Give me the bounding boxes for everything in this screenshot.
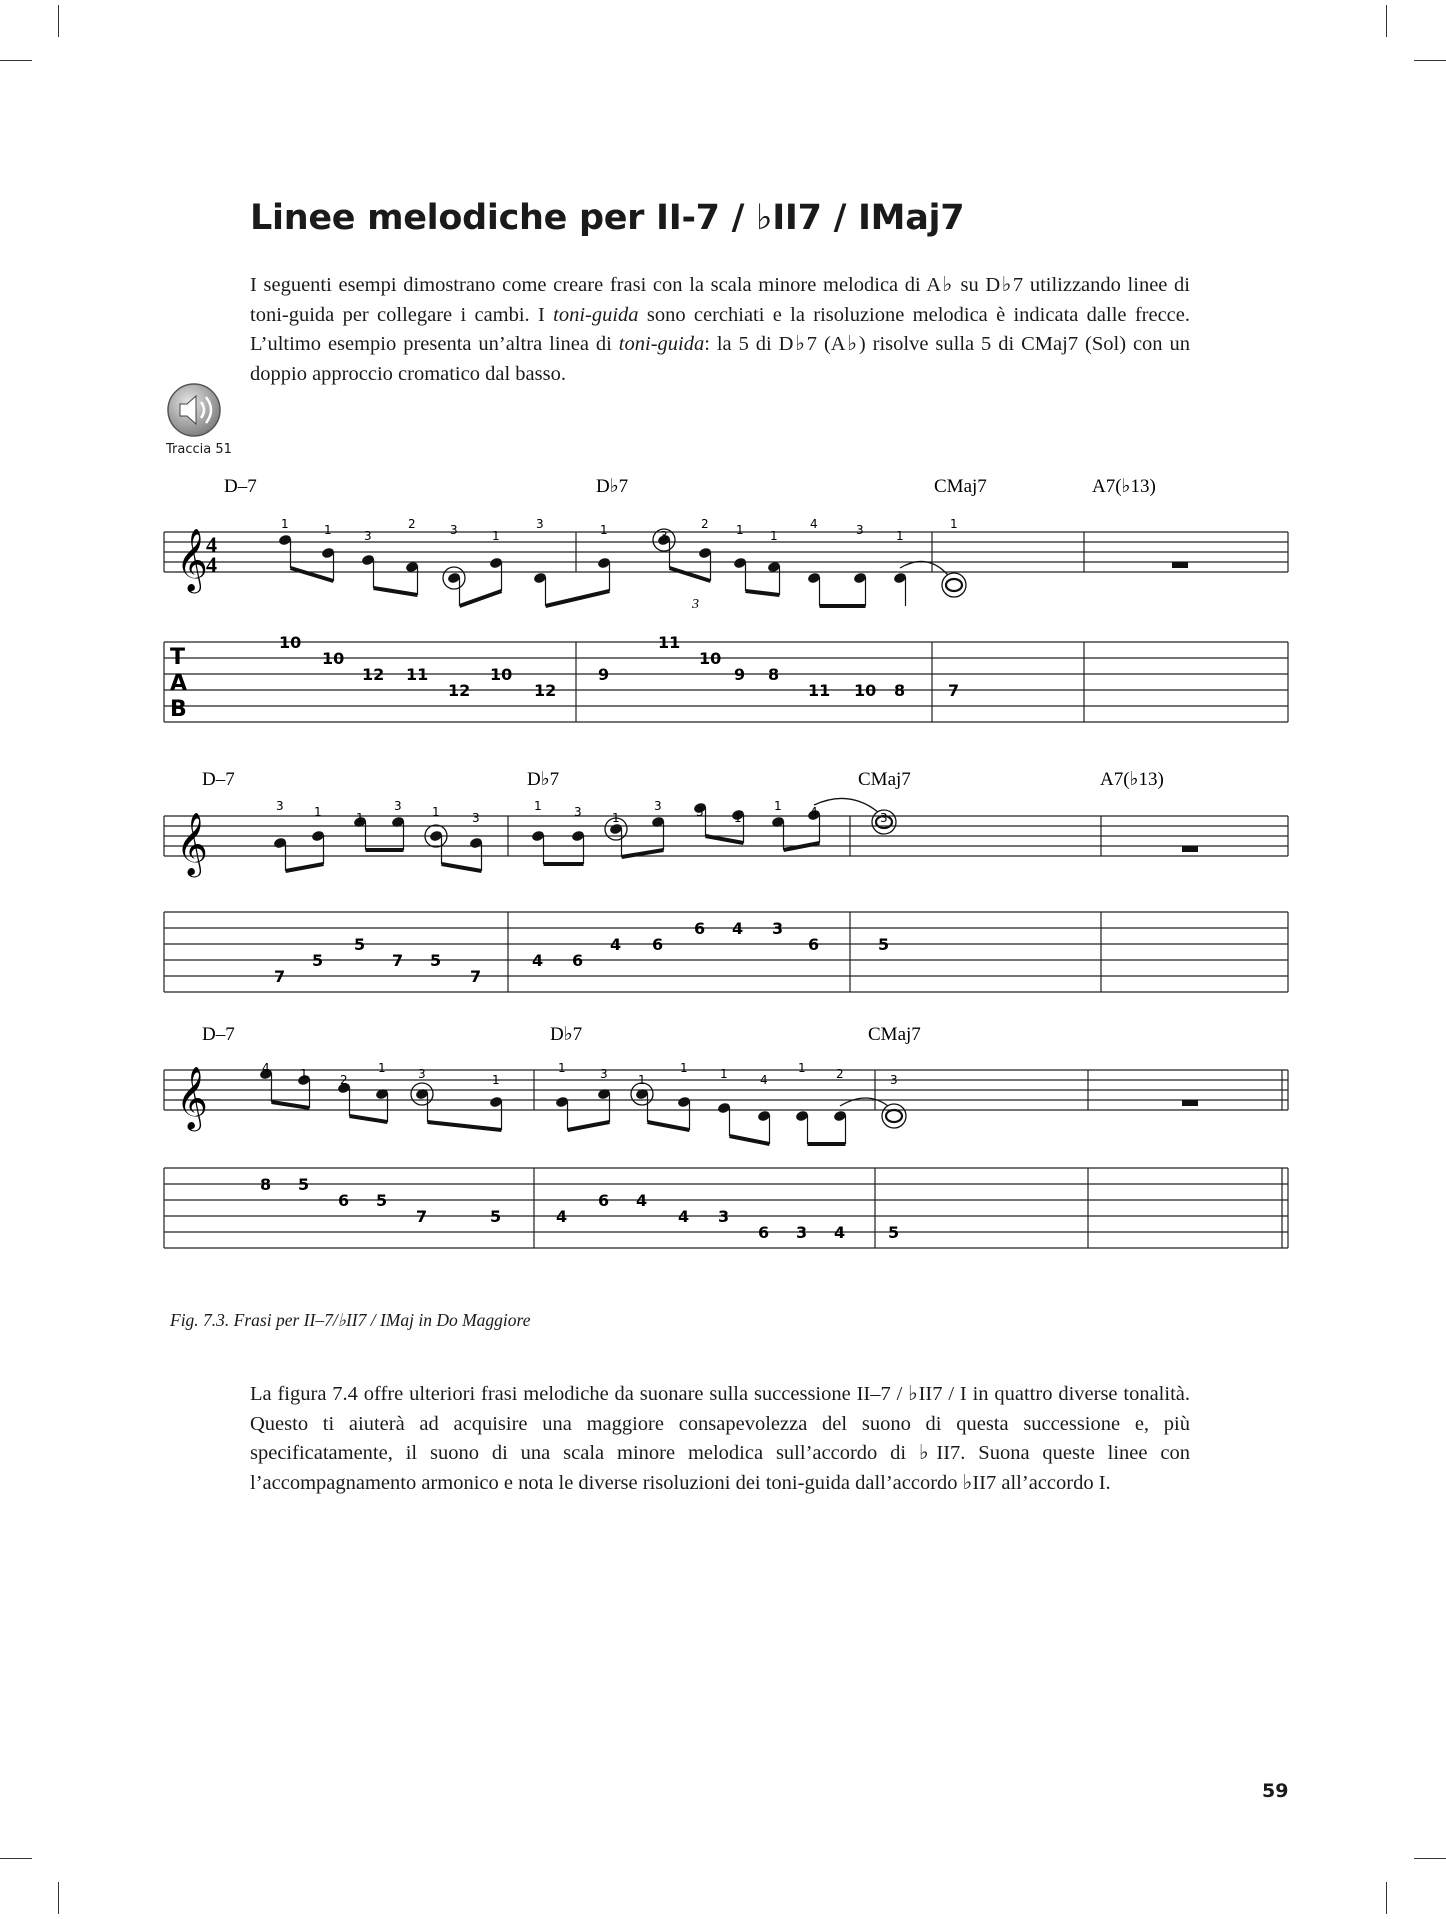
beam [442, 864, 482, 871]
fingering-number: 2 [836, 1067, 844, 1081]
beam [460, 591, 502, 606]
beam [291, 568, 334, 581]
intro-paragraph: I seguenti esempi dimostrano come creare frasi con la scala minore melodica di A♭ su D♭7 utilizzando linee di toni-guida per collegare i cambi. I toni-guida sono cerchiati e la risoluzione melodica è indicata dalle frecce. L’ultimo esempio presenta un’altra linea di toni-guida: la 5 di D♭7 (A♭) risolve sulla 5 di CMaj7 (Sol) con un doppio approccio cromatico dal basso. [250, 274, 1191, 385]
chord-symbol: D♭7 [550, 1024, 583, 1045]
fingering-number: 3 [890, 1073, 898, 1087]
tab-fret-number: 12 [448, 681, 471, 700]
fingering-number: 3 [364, 529, 372, 543]
tab-fret-number: 6 [652, 935, 664, 954]
tab-fret-number: 4 [532, 951, 544, 970]
fingering-number: 1 [378, 1061, 386, 1075]
chord-symbol: CMaj7 [858, 769, 911, 790]
fingering-number: 1 [534, 799, 542, 813]
beam [706, 836, 744, 843]
whole-rest [1182, 1100, 1198, 1106]
tab-fret-number: 10 [854, 681, 877, 700]
tab-fret-number: 3 [796, 1223, 808, 1242]
chord-symbol: CMaj7 [934, 476, 987, 497]
tab-fret-number: 11 [406, 665, 429, 684]
fingering-number: 3 [856, 523, 864, 537]
tab-fret-number: 7 [948, 681, 960, 700]
chord-symbol: CMaj7 [868, 1024, 921, 1045]
tab-fret-number: 8 [260, 1175, 272, 1194]
beam [730, 1136, 770, 1144]
tab-fret-number: 6 [338, 1191, 350, 1210]
beam [568, 1122, 610, 1130]
time-signature-top: 4 [206, 532, 217, 557]
beam [648, 1122, 690, 1130]
chord-symbol: D–7 [202, 1024, 235, 1045]
tab-fret-number: 5 [490, 1207, 502, 1226]
fingering-number: 1 [324, 523, 332, 537]
fingering-number: 3 [450, 523, 458, 537]
beam [428, 1122, 502, 1130]
fingering-number: 4 [810, 517, 818, 531]
fingering-number: 1 [720, 1067, 728, 1081]
tab-fret-number: 4 [636, 1191, 648, 1210]
page-number: 59 [1262, 1780, 1289, 1802]
figure-caption: Fig. 7.3. Frasi per II–7/♭II7 / IMaj in Do Maggiore [170, 1310, 531, 1330]
fingering-number: 4 [262, 1061, 270, 1075]
resolution-arrow [900, 561, 948, 575]
tab-fret-number: 10 [322, 649, 345, 668]
tab-fret-number: 5 [298, 1175, 310, 1194]
resolution-arrow [814, 798, 878, 812]
tab-fret-number: 4 [556, 1207, 568, 1226]
treble-clef: 𝄞 [176, 1068, 208, 1128]
fingering-number: 1 [774, 799, 782, 813]
whole-rest [1182, 846, 1198, 852]
tuplet-number: 3 [692, 597, 699, 612]
resolution-arrow [840, 1098, 888, 1106]
beam [374, 588, 418, 595]
chord-symbol: D–7 [224, 476, 257, 497]
fingering-number: 1 [736, 523, 744, 537]
fingering-number: 1 [314, 805, 322, 819]
fingering-number: 3 [600, 1067, 608, 1081]
tab-fret-number: 6 [572, 951, 584, 970]
tab-header: A [170, 671, 188, 696]
tab-fret-number: 3 [772, 919, 784, 938]
tab-fret-number: 12 [534, 681, 557, 700]
fingering-number: 1 [356, 811, 364, 825]
fingering-number: 3 [654, 799, 662, 813]
fingering-number: 3 [472, 811, 480, 825]
tab-fret-number: 10 [490, 665, 513, 684]
fingering-number: 1 [734, 811, 742, 825]
tab-fret-number: 4 [732, 919, 744, 938]
fingering-number: 1 [770, 529, 778, 543]
tab-fret-number: 7 [274, 967, 286, 986]
tab-fret-number: 6 [808, 935, 820, 954]
page-title: Linee melodiche per II-7 / ♭II7 / IMaj7 [250, 198, 965, 238]
tab-fret-number: 5 [888, 1223, 900, 1242]
tab-fret-number: 11 [808, 681, 831, 700]
fingering-number: 1 [896, 529, 904, 543]
fingering-number: 1 [950, 517, 958, 531]
fingering-number: 3 [276, 799, 284, 813]
tab-fret-number: 3 [718, 1207, 730, 1226]
fingering-number: 3 [574, 805, 582, 819]
fingering-number: 1 [300, 1067, 308, 1081]
tab-fret-number: 5 [376, 1191, 388, 1210]
tab-header: B [170, 697, 187, 722]
fingering-number: 2 [408, 517, 416, 531]
tab-fret-number: 5 [354, 935, 366, 954]
treble-clef: 𝄞 [176, 814, 208, 874]
time-signature-bottom: 4 [206, 552, 217, 577]
beam [746, 591, 780, 595]
fingering-number: 1 [612, 811, 620, 825]
chord-symbol: A7(♭13) [1092, 476, 1156, 497]
treble-clef: 𝄞 [176, 530, 208, 590]
beam [350, 1116, 388, 1122]
chord-symbol: D♭7 [527, 769, 560, 790]
fingering-number: 3 [536, 517, 544, 531]
whole-note [886, 1110, 902, 1122]
tab-fret-number: 7 [470, 967, 482, 986]
beam [286, 864, 324, 871]
beam [546, 591, 610, 606]
tab-fret-number: 6 [598, 1191, 610, 1210]
chord-symbol: D–7 [202, 769, 235, 790]
tab-fret-number: 8 [768, 665, 780, 684]
chord-symbol: D♭7 [596, 476, 629, 497]
fingering-number: 4 [810, 805, 818, 819]
fingering-number: 3 [418, 1067, 426, 1081]
fingering-number: 3 [696, 805, 704, 819]
beam [670, 568, 711, 581]
tab-fret-number: 9 [598, 665, 610, 684]
tab-fret-number: 5 [312, 951, 324, 970]
tab-fret-number: 7 [392, 951, 404, 970]
tab-fret-number: 4 [610, 935, 622, 954]
fingering-number: 3 [660, 529, 668, 543]
tab-fret-number: 9 [734, 665, 746, 684]
tab-fret-number: 4 [834, 1223, 846, 1242]
fingering-number: 1 [680, 1061, 688, 1075]
fingering-number: 3 [880, 811, 888, 825]
tab-fret-number: 7 [416, 1207, 428, 1226]
fingering-number: 1 [281, 517, 289, 531]
tab-fret-number: 12 [362, 665, 385, 684]
fingering-number: 3 [394, 799, 402, 813]
whole-rest [1172, 562, 1188, 568]
tab-fret-number: 5 [878, 935, 890, 954]
tab-fret-number: 5 [430, 951, 442, 970]
fingering-number: 1 [600, 523, 608, 537]
track-label: Traccia 51 [166, 442, 232, 457]
fingering-number: 1 [492, 1073, 500, 1087]
tab-fret-number: 10 [699, 649, 722, 668]
whole-note [946, 579, 962, 591]
tab-fret-number: 6 [758, 1223, 770, 1242]
fingering-number: 1 [432, 805, 440, 819]
fingering-number: 1 [558, 1061, 566, 1075]
fingering-number: 1 [638, 1073, 646, 1087]
tab-fret-number: 10 [279, 633, 302, 652]
fingering-number: 2 [340, 1073, 348, 1087]
tab-fret-number: 6 [694, 919, 706, 938]
fingering-number: 1 [492, 529, 500, 543]
tab-fret-number: 4 [678, 1207, 690, 1226]
fingering-number: 4 [760, 1073, 768, 1087]
tab-fret-number: 8 [894, 681, 906, 700]
tab-header: T [170, 645, 186, 670]
tab-fret-number: 11 [658, 633, 681, 652]
chord-symbol: A7(♭13) [1100, 769, 1164, 790]
fingering-number: 1 [798, 1061, 806, 1075]
outro-paragraph: La figura 7.4 offre ulteriori frasi melodiche da suonare sulla successione II–7 / ♭II7 / I in quattro diverse tonalità. Questo ti aiuterà ad acquisire una maggiore consapevolezza del suono di questa successione e, più specificatamente, il suono di una scala minore melodica sull’accordo di ♭II7. Suona queste linee con l’accompagnamento armonico e nota le diverse risoluzioni dei toni-guida dall’accordo ♭II7 all’accordo I. [250, 1383, 1190, 1494]
fingering-number: 2 [701, 517, 709, 531]
beam [272, 1102, 310, 1108]
